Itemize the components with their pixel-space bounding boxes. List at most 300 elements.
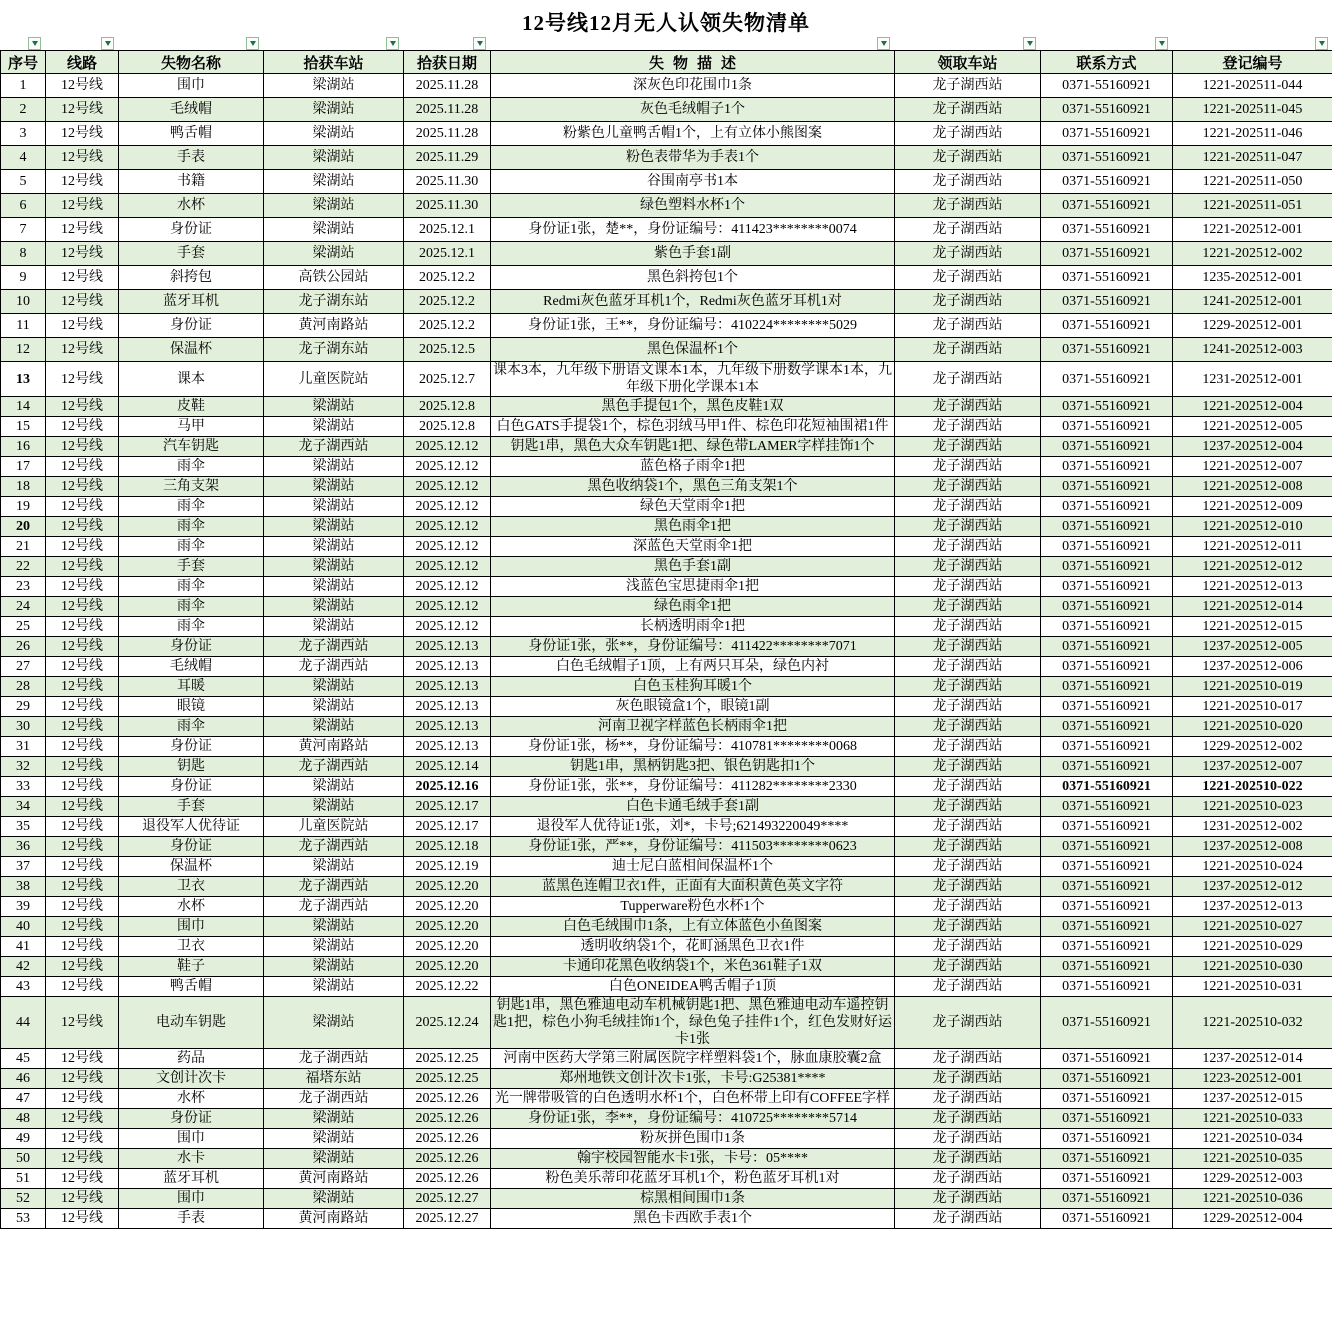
cell-pickup-station: 龙子湖西站 bbox=[895, 1069, 1041, 1089]
cell-no: 22 bbox=[1, 557, 46, 577]
cell-line: 12号线 bbox=[46, 497, 119, 517]
cell-registration-no: 1221-202512-012 bbox=[1173, 557, 1332, 577]
cell-contact: 0371-55160921 bbox=[1041, 797, 1173, 817]
cell-found-date: 2025.12.26 bbox=[404, 1149, 491, 1169]
cell-contact: 0371-55160921 bbox=[1041, 757, 1173, 777]
cell-found-date: 2025.12.14 bbox=[404, 757, 491, 777]
column-header-station: 拾获车站 bbox=[264, 51, 404, 74]
cell-line: 12号线 bbox=[46, 74, 119, 98]
cell-no: 53 bbox=[1, 1209, 46, 1229]
table-row bbox=[1, 218, 1332, 242]
cell-description: 黑色雨伞1把 bbox=[491, 517, 895, 537]
cell-pickup-station: 龙子湖西站 bbox=[895, 897, 1041, 917]
cell-no: 51 bbox=[1, 1169, 46, 1189]
cell-contact: 0371-55160921 bbox=[1041, 477, 1173, 497]
table-row bbox=[1, 817, 1332, 837]
filter-dropdown-icon[interactable] bbox=[246, 37, 259, 50]
cell-description: 河南卫视字样蓝色长柄雨伞1把 bbox=[491, 717, 895, 737]
chevron-down-icon bbox=[1319, 41, 1325, 46]
cell-registration-no: 1229-202512-002 bbox=[1173, 737, 1332, 757]
cell-description: 黑色保温杯1个 bbox=[491, 338, 895, 362]
cell-contact: 0371-55160921 bbox=[1041, 1209, 1173, 1229]
table-row bbox=[1, 290, 1332, 314]
table-row bbox=[1, 977, 1332, 997]
cell-found-date: 2025.12.2 bbox=[404, 314, 491, 338]
cell-found-station: 梁湖站 bbox=[264, 497, 404, 517]
cell-item-name: 身份证 bbox=[119, 1109, 264, 1129]
filter-dropdown-icon[interactable] bbox=[1155, 37, 1168, 50]
cell-item-name: 水卡 bbox=[119, 1149, 264, 1169]
cell-no: 19 bbox=[1, 497, 46, 517]
cell-found-date: 2025.12.5 bbox=[404, 338, 491, 362]
cell-item-name: 手套 bbox=[119, 557, 264, 577]
cell-line: 12号线 bbox=[46, 1069, 119, 1089]
cell-line: 12号线 bbox=[46, 817, 119, 837]
cell-item-name: 书籍 bbox=[119, 170, 264, 194]
cell-line: 12号线 bbox=[46, 837, 119, 857]
cell-found-station: 龙子湖西站 bbox=[264, 757, 404, 777]
cell-pickup-station: 龙子湖西站 bbox=[895, 857, 1041, 877]
cell-registration-no: 1237-202512-004 bbox=[1173, 437, 1332, 457]
table-row bbox=[1, 1169, 1332, 1189]
chevron-down-icon bbox=[477, 41, 483, 46]
cell-found-station: 梁湖站 bbox=[264, 517, 404, 537]
filter-dropdown-icon[interactable] bbox=[1315, 37, 1328, 50]
cell-line: 12号线 bbox=[46, 517, 119, 537]
cell-description: 黑色手提包1个，黑色皮鞋1双 bbox=[491, 397, 895, 417]
cell-no: 16 bbox=[1, 437, 46, 457]
cell-item-name: 雨伞 bbox=[119, 537, 264, 557]
cell-pickup-station: 龙子湖西站 bbox=[895, 657, 1041, 677]
cell-pickup-station: 龙子湖西站 bbox=[895, 937, 1041, 957]
cell-item-name: 保温杯 bbox=[119, 857, 264, 877]
cell-contact: 0371-55160921 bbox=[1041, 977, 1173, 997]
cell-description: 迪士尼白蓝相间保温杯1个 bbox=[491, 857, 895, 877]
chevron-down-icon bbox=[105, 41, 111, 46]
cell-item-name: 眼镜 bbox=[119, 697, 264, 717]
cell-no: 5 bbox=[1, 170, 46, 194]
cell-no: 36 bbox=[1, 837, 46, 857]
cell-line: 12号线 bbox=[46, 1089, 119, 1109]
cell-no: 17 bbox=[1, 457, 46, 477]
cell-item-name: 蓝牙耳机 bbox=[119, 290, 264, 314]
cell-no: 25 bbox=[1, 617, 46, 637]
cell-registration-no: 1229-202512-004 bbox=[1173, 1209, 1332, 1229]
cell-item-name: 身份证 bbox=[119, 777, 264, 797]
cell-pickup-station: 龙子湖西站 bbox=[895, 1049, 1041, 1069]
cell-registration-no: 1221-202510-020 bbox=[1173, 717, 1332, 737]
cell-line: 12号线 bbox=[46, 677, 119, 697]
cell-registration-no: 1237-202512-006 bbox=[1173, 657, 1332, 677]
cell-registration-no: 1221-202511-046 bbox=[1173, 122, 1332, 146]
cell-no: 47 bbox=[1, 1089, 46, 1109]
table-row bbox=[1, 122, 1332, 146]
chevron-down-icon bbox=[390, 41, 396, 46]
cell-contact: 0371-55160921 bbox=[1041, 997, 1173, 1049]
cell-pickup-station: 龙子湖西站 bbox=[895, 194, 1041, 218]
table-row bbox=[1, 537, 1332, 557]
cell-contact: 0371-55160921 bbox=[1041, 717, 1173, 737]
cell-pickup-station: 龙子湖西站 bbox=[895, 477, 1041, 497]
cell-registration-no: 1221-202510-036 bbox=[1173, 1189, 1332, 1209]
cell-registration-no: 1237-202512-007 bbox=[1173, 757, 1332, 777]
cell-found-station: 梁湖站 bbox=[264, 1189, 404, 1209]
table-row bbox=[1, 1189, 1332, 1209]
cell-no: 32 bbox=[1, 757, 46, 777]
cell-line: 12号线 bbox=[46, 937, 119, 957]
cell-found-station: 黄河南路站 bbox=[264, 737, 404, 757]
cell-line: 12号线 bbox=[46, 170, 119, 194]
cell-description: 白色玉桂狗耳暖1个 bbox=[491, 677, 895, 697]
cell-found-date: 2025.12.2 bbox=[404, 290, 491, 314]
cell-item-name: 身份证 bbox=[119, 637, 264, 657]
filter-dropdown-icon[interactable] bbox=[386, 37, 399, 50]
cell-pickup-station: 龙子湖西站 bbox=[895, 290, 1041, 314]
cell-no: 28 bbox=[1, 677, 46, 697]
column-header-contact: 联系方式 bbox=[1041, 51, 1173, 74]
cell-line: 12号线 bbox=[46, 597, 119, 617]
cell-pickup-station: 龙子湖西站 bbox=[895, 977, 1041, 997]
table-row bbox=[1, 937, 1332, 957]
cell-contact: 0371-55160921 bbox=[1041, 837, 1173, 857]
cell-found-station: 梁湖站 bbox=[264, 597, 404, 617]
cell-line: 12号线 bbox=[46, 997, 119, 1049]
cell-pickup-station: 龙子湖西站 bbox=[895, 517, 1041, 537]
cell-registration-no: 1241-202512-001 bbox=[1173, 290, 1332, 314]
cell-line: 12号线 bbox=[46, 1109, 119, 1129]
cell-item-name: 水杯 bbox=[119, 897, 264, 917]
cell-item-name: 卫衣 bbox=[119, 937, 264, 957]
cell-registration-no: 1221-202512-004 bbox=[1173, 397, 1332, 417]
cell-registration-no: 1237-202512-008 bbox=[1173, 837, 1332, 857]
cell-found-station: 龙子湖西站 bbox=[264, 877, 404, 897]
cell-found-date: 2025.12.12 bbox=[404, 577, 491, 597]
cell-description: 河南中医药大学第三附属医院字样塑料袋1个，脉血康胶囊2盒 bbox=[491, 1049, 895, 1069]
cell-pickup-station: 龙子湖西站 bbox=[895, 637, 1041, 657]
lost-items-table bbox=[0, 50, 1332, 1229]
cell-pickup-station: 龙子湖西站 bbox=[895, 338, 1041, 362]
cell-description: 粉灰拼色围巾1条 bbox=[491, 1129, 895, 1149]
cell-description: 卡通印花黑色收纳袋1个，米色361鞋子1双 bbox=[491, 957, 895, 977]
cell-description: 身份证1张，王**，身份证编号：410224********5029 bbox=[491, 314, 895, 338]
cell-found-station: 梁湖站 bbox=[264, 937, 404, 957]
cell-no: 2 bbox=[1, 98, 46, 122]
cell-item-name: 身份证 bbox=[119, 314, 264, 338]
table-row bbox=[1, 314, 1332, 338]
cell-registration-no: 1237-202512-015 bbox=[1173, 1089, 1332, 1109]
cell-line: 12号线 bbox=[46, 1209, 119, 1229]
cell-contact: 0371-55160921 bbox=[1041, 242, 1173, 266]
cell-item-name: 电动车钥匙 bbox=[119, 997, 264, 1049]
cell-description: 身份证1张，楚**，身份证编号：411423********0074 bbox=[491, 218, 895, 242]
cell-item-name: 马甲 bbox=[119, 417, 264, 437]
table-row bbox=[1, 997, 1332, 1049]
cell-registration-no: 1229-202512-003 bbox=[1173, 1169, 1332, 1189]
cell-no: 6 bbox=[1, 194, 46, 218]
cell-no: 24 bbox=[1, 597, 46, 617]
cell-registration-no: 1231-202512-001 bbox=[1173, 362, 1332, 397]
table-row bbox=[1, 1109, 1332, 1129]
cell-no: 48 bbox=[1, 1109, 46, 1129]
cell-no: 40 bbox=[1, 917, 46, 937]
cell-contact: 0371-55160921 bbox=[1041, 314, 1173, 338]
table-row bbox=[1, 1129, 1332, 1149]
chevron-down-icon bbox=[1027, 41, 1033, 46]
cell-registration-no: 1221-202510-024 bbox=[1173, 857, 1332, 877]
cell-registration-no: 1237-202512-005 bbox=[1173, 637, 1332, 657]
cell-line: 12号线 bbox=[46, 146, 119, 170]
cell-pickup-station: 龙子湖西站 bbox=[895, 957, 1041, 977]
cell-pickup-station: 龙子湖西站 bbox=[895, 266, 1041, 290]
cell-contact: 0371-55160921 bbox=[1041, 937, 1173, 957]
cell-found-date: 2025.12.19 bbox=[404, 857, 491, 877]
filter-dropdown-icon[interactable] bbox=[28, 37, 41, 50]
cell-found-date: 2025.12.27 bbox=[404, 1189, 491, 1209]
cell-pickup-station: 龙子湖西站 bbox=[895, 98, 1041, 122]
cell-line: 12号线 bbox=[46, 877, 119, 897]
cell-contact: 0371-55160921 bbox=[1041, 417, 1173, 437]
cell-found-date: 2025.12.8 bbox=[404, 397, 491, 417]
table-row bbox=[1, 146, 1332, 170]
cell-line: 12号线 bbox=[46, 737, 119, 757]
table-row bbox=[1, 170, 1332, 194]
table-row bbox=[1, 194, 1332, 218]
cell-contact: 0371-55160921 bbox=[1041, 1149, 1173, 1169]
cell-found-date: 2025.12.26 bbox=[404, 1109, 491, 1129]
cell-line: 12号线 bbox=[46, 1169, 119, 1189]
cell-description: 白色ONEIDEA鸭舌帽子1顶 bbox=[491, 977, 895, 997]
table-row bbox=[1, 497, 1332, 517]
cell-description: 黑色斜挎包1个 bbox=[491, 266, 895, 290]
column-header-date: 拾获日期 bbox=[404, 51, 491, 74]
cell-found-date: 2025.12.12 bbox=[404, 437, 491, 457]
cell-contact: 0371-55160921 bbox=[1041, 857, 1173, 877]
cell-pickup-station: 龙子湖西站 bbox=[895, 797, 1041, 817]
table-row bbox=[1, 417, 1332, 437]
cell-found-station: 梁湖站 bbox=[264, 857, 404, 877]
table-row bbox=[1, 957, 1332, 977]
table-row bbox=[1, 657, 1332, 677]
cell-no: 4 bbox=[1, 146, 46, 170]
cell-found-date: 2025.12.26 bbox=[404, 1089, 491, 1109]
cell-registration-no: 1221-202510-034 bbox=[1173, 1129, 1332, 1149]
cell-found-station: 梁湖站 bbox=[264, 74, 404, 98]
cell-item-name: 围巾 bbox=[119, 917, 264, 937]
cell-found-date: 2025.12.25 bbox=[404, 1069, 491, 1089]
cell-found-date: 2025.12.1 bbox=[404, 242, 491, 266]
cell-description: 绿色塑料水杯1个 bbox=[491, 194, 895, 218]
cell-description: 身份证1张，李**，身份证编号：410725********5714 bbox=[491, 1109, 895, 1129]
cell-no: 52 bbox=[1, 1189, 46, 1209]
cell-found-station: 梁湖站 bbox=[264, 777, 404, 797]
cell-found-date: 2025.12.24 bbox=[404, 997, 491, 1049]
cell-no: 35 bbox=[1, 817, 46, 837]
cell-contact: 0371-55160921 bbox=[1041, 397, 1173, 417]
cell-found-date: 2025.12.12 bbox=[404, 537, 491, 557]
cell-description: Tupperware粉色水杯1个 bbox=[491, 897, 895, 917]
cell-no: 43 bbox=[1, 977, 46, 997]
cell-found-station: 梁湖站 bbox=[264, 457, 404, 477]
cell-line: 12号线 bbox=[46, 362, 119, 397]
cell-found-date: 2025.12.7 bbox=[404, 362, 491, 397]
cell-line: 12号线 bbox=[46, 957, 119, 977]
cell-contact: 0371-55160921 bbox=[1041, 266, 1173, 290]
cell-pickup-station: 龙子湖西站 bbox=[895, 917, 1041, 937]
cell-found-station: 龙子湖西站 bbox=[264, 897, 404, 917]
cell-found-station: 梁湖站 bbox=[264, 677, 404, 697]
cell-item-name: 雨伞 bbox=[119, 577, 264, 597]
cell-description: 粉色美乐蒂印花蓝牙耳机1个，粉色蓝牙耳机1对 bbox=[491, 1169, 895, 1189]
cell-pickup-station: 龙子湖西站 bbox=[895, 314, 1041, 338]
cell-found-date: 2025.12.13 bbox=[404, 657, 491, 677]
cell-registration-no: 1221-202512-015 bbox=[1173, 617, 1332, 637]
cell-registration-no: 1221-202512-008 bbox=[1173, 477, 1332, 497]
title-bar bbox=[0, 0, 1332, 50]
cell-line: 12号线 bbox=[46, 537, 119, 557]
cell-found-station: 黄河南路站 bbox=[264, 314, 404, 338]
cell-line: 12号线 bbox=[46, 338, 119, 362]
cell-contact: 0371-55160921 bbox=[1041, 146, 1173, 170]
cell-description: 身份证1张，张**，身份证编号：411422********7071 bbox=[491, 637, 895, 657]
cell-registration-no: 1221-202510-029 bbox=[1173, 937, 1332, 957]
cell-found-date: 2025.12.2 bbox=[404, 266, 491, 290]
cell-contact: 0371-55160921 bbox=[1041, 1109, 1173, 1129]
cell-registration-no: 1221-202511-051 bbox=[1173, 194, 1332, 218]
cell-registration-no: 1221-202512-005 bbox=[1173, 417, 1332, 437]
cell-found-date: 2025.12.12 bbox=[404, 497, 491, 517]
cell-found-date: 2025.12.12 bbox=[404, 457, 491, 477]
cell-found-date: 2025.11.30 bbox=[404, 194, 491, 218]
cell-item-name: 手套 bbox=[119, 242, 264, 266]
cell-description: 黑色卡西欧手表1个 bbox=[491, 1209, 895, 1229]
cell-pickup-station: 龙子湖西站 bbox=[895, 537, 1041, 557]
cell-pickup-station: 龙子湖西站 bbox=[895, 1109, 1041, 1129]
cell-found-date: 2025.11.30 bbox=[404, 170, 491, 194]
cell-no: 30 bbox=[1, 717, 46, 737]
cell-found-station: 龙子湖西站 bbox=[264, 837, 404, 857]
cell-contact: 0371-55160921 bbox=[1041, 290, 1173, 314]
cell-pickup-station: 龙子湖西站 bbox=[895, 617, 1041, 637]
cell-description: 白色毛绒围巾1条，上有立体蓝色小鱼图案 bbox=[491, 917, 895, 937]
cell-found-date: 2025.12.20 bbox=[404, 917, 491, 937]
cell-found-date: 2025.11.28 bbox=[404, 98, 491, 122]
cell-description: 身份证1张，张**，身份证编号：411282********2330 bbox=[491, 777, 895, 797]
cell-registration-no: 1221-202512-002 bbox=[1173, 242, 1332, 266]
cell-found-date: 2025.11.28 bbox=[404, 74, 491, 98]
cell-description: 深蓝色天堂雨伞1把 bbox=[491, 537, 895, 557]
cell-item-name: 斜挎包 bbox=[119, 266, 264, 290]
cell-registration-no: 1221-202512-001 bbox=[1173, 218, 1332, 242]
cell-contact: 0371-55160921 bbox=[1041, 897, 1173, 917]
cell-item-name: 手表 bbox=[119, 146, 264, 170]
table-row bbox=[1, 877, 1332, 897]
cell-item-name: 钥匙 bbox=[119, 757, 264, 777]
cell-no: 39 bbox=[1, 897, 46, 917]
table-row bbox=[1, 397, 1332, 417]
cell-found-date: 2025.12.20 bbox=[404, 897, 491, 917]
cell-contact: 0371-55160921 bbox=[1041, 657, 1173, 677]
cell-no: 15 bbox=[1, 417, 46, 437]
cell-found-station: 高铁公园站 bbox=[264, 266, 404, 290]
cell-pickup-station: 龙子湖西站 bbox=[895, 577, 1041, 597]
cell-line: 12号线 bbox=[46, 266, 119, 290]
filter-dropdown-icon[interactable] bbox=[101, 37, 114, 50]
filter-dropdown-icon[interactable] bbox=[473, 37, 486, 50]
cell-found-date: 2025.12.25 bbox=[404, 1049, 491, 1069]
cell-registration-no: 1221-202510-031 bbox=[1173, 977, 1332, 997]
cell-found-station: 龙子湖西站 bbox=[264, 657, 404, 677]
cell-found-date: 2025.12.22 bbox=[404, 977, 491, 997]
cell-no: 44 bbox=[1, 997, 46, 1049]
cell-description: 课本3本，九年级下册语文课本1本，九年级下册数学课本1本，九年级下册化学课本1本 bbox=[491, 362, 895, 397]
cell-pickup-station: 龙子湖西站 bbox=[895, 557, 1041, 577]
cell-line: 12号线 bbox=[46, 757, 119, 777]
cell-found-station: 梁湖站 bbox=[264, 1129, 404, 1149]
cell-description: 钥匙1串，黑柄钥匙3把、银色钥匙扣1个 bbox=[491, 757, 895, 777]
cell-item-name: 文创计次卡 bbox=[119, 1069, 264, 1089]
cell-registration-no: 1221-202511-050 bbox=[1173, 170, 1332, 194]
cell-contact: 0371-55160921 bbox=[1041, 338, 1173, 362]
cell-found-station: 梁湖站 bbox=[264, 917, 404, 937]
filter-dropdown-icon[interactable] bbox=[1023, 37, 1036, 50]
table-row bbox=[1, 74, 1332, 98]
cell-description: 光一牌带吸管的白色透明水杯1个，白色杯带上印有COFFEE字样 bbox=[491, 1089, 895, 1109]
cell-found-date: 2025.12.13 bbox=[404, 737, 491, 757]
cell-no: 31 bbox=[1, 737, 46, 757]
cell-no: 46 bbox=[1, 1069, 46, 1089]
cell-description: 黑色收纳袋1个，黑色三角支架1个 bbox=[491, 477, 895, 497]
filter-dropdown-icon[interactable] bbox=[877, 37, 890, 50]
cell-line: 12号线 bbox=[46, 617, 119, 637]
cell-pickup-station: 龙子湖西站 bbox=[895, 677, 1041, 697]
cell-description: 蓝黑色连帽卫衣1件，正面有大面积黄色英文字符 bbox=[491, 877, 895, 897]
cell-description: 深灰色印花围巾1条 bbox=[491, 74, 895, 98]
cell-contact: 0371-55160921 bbox=[1041, 737, 1173, 757]
table-row bbox=[1, 797, 1332, 817]
cell-pickup-station: 龙子湖西站 bbox=[895, 597, 1041, 617]
cell-registration-no: 1237-202512-014 bbox=[1173, 1049, 1332, 1069]
cell-item-name: 鸭舌帽 bbox=[119, 122, 264, 146]
cell-line: 12号线 bbox=[46, 457, 119, 477]
cell-line: 12号线 bbox=[46, 218, 119, 242]
cell-item-name: 退役军人优待证 bbox=[119, 817, 264, 837]
cell-contact: 0371-55160921 bbox=[1041, 1169, 1173, 1189]
cell-contact: 0371-55160921 bbox=[1041, 1189, 1173, 1209]
column-header-name: 失物名称 bbox=[119, 51, 264, 74]
chevron-down-icon bbox=[881, 41, 887, 46]
cell-description: 谷围南亭书1本 bbox=[491, 170, 895, 194]
cell-found-date: 2025.12.12 bbox=[404, 477, 491, 497]
cell-item-name: 身份证 bbox=[119, 737, 264, 757]
table-row bbox=[1, 857, 1332, 877]
cell-description: 退役军人优待证1张，刘*，卡号;621493220049**** bbox=[491, 817, 895, 837]
cell-pickup-station: 龙子湖西站 bbox=[895, 146, 1041, 170]
cell-found-station: 梁湖站 bbox=[264, 477, 404, 497]
cell-description: 棕黑相间围巾1条 bbox=[491, 1189, 895, 1209]
cell-contact: 0371-55160921 bbox=[1041, 597, 1173, 617]
cell-description: 身份证1张，严**，身份证编号：411503********0623 bbox=[491, 837, 895, 857]
cell-item-name: 鞋子 bbox=[119, 957, 264, 977]
cell-description: 白色毛绒帽子1顶，上有两只耳朵，绿色内衬 bbox=[491, 657, 895, 677]
cell-pickup-station: 龙子湖西站 bbox=[895, 170, 1041, 194]
cell-pickup-station: 龙子湖西站 bbox=[895, 737, 1041, 757]
cell-description: 绿色雨伞1把 bbox=[491, 597, 895, 617]
table-row bbox=[1, 437, 1332, 457]
cell-line: 12号线 bbox=[46, 477, 119, 497]
table-row bbox=[1, 717, 1332, 737]
cell-item-name: 皮鞋 bbox=[119, 397, 264, 417]
cell-item-name: 药品 bbox=[119, 1049, 264, 1069]
